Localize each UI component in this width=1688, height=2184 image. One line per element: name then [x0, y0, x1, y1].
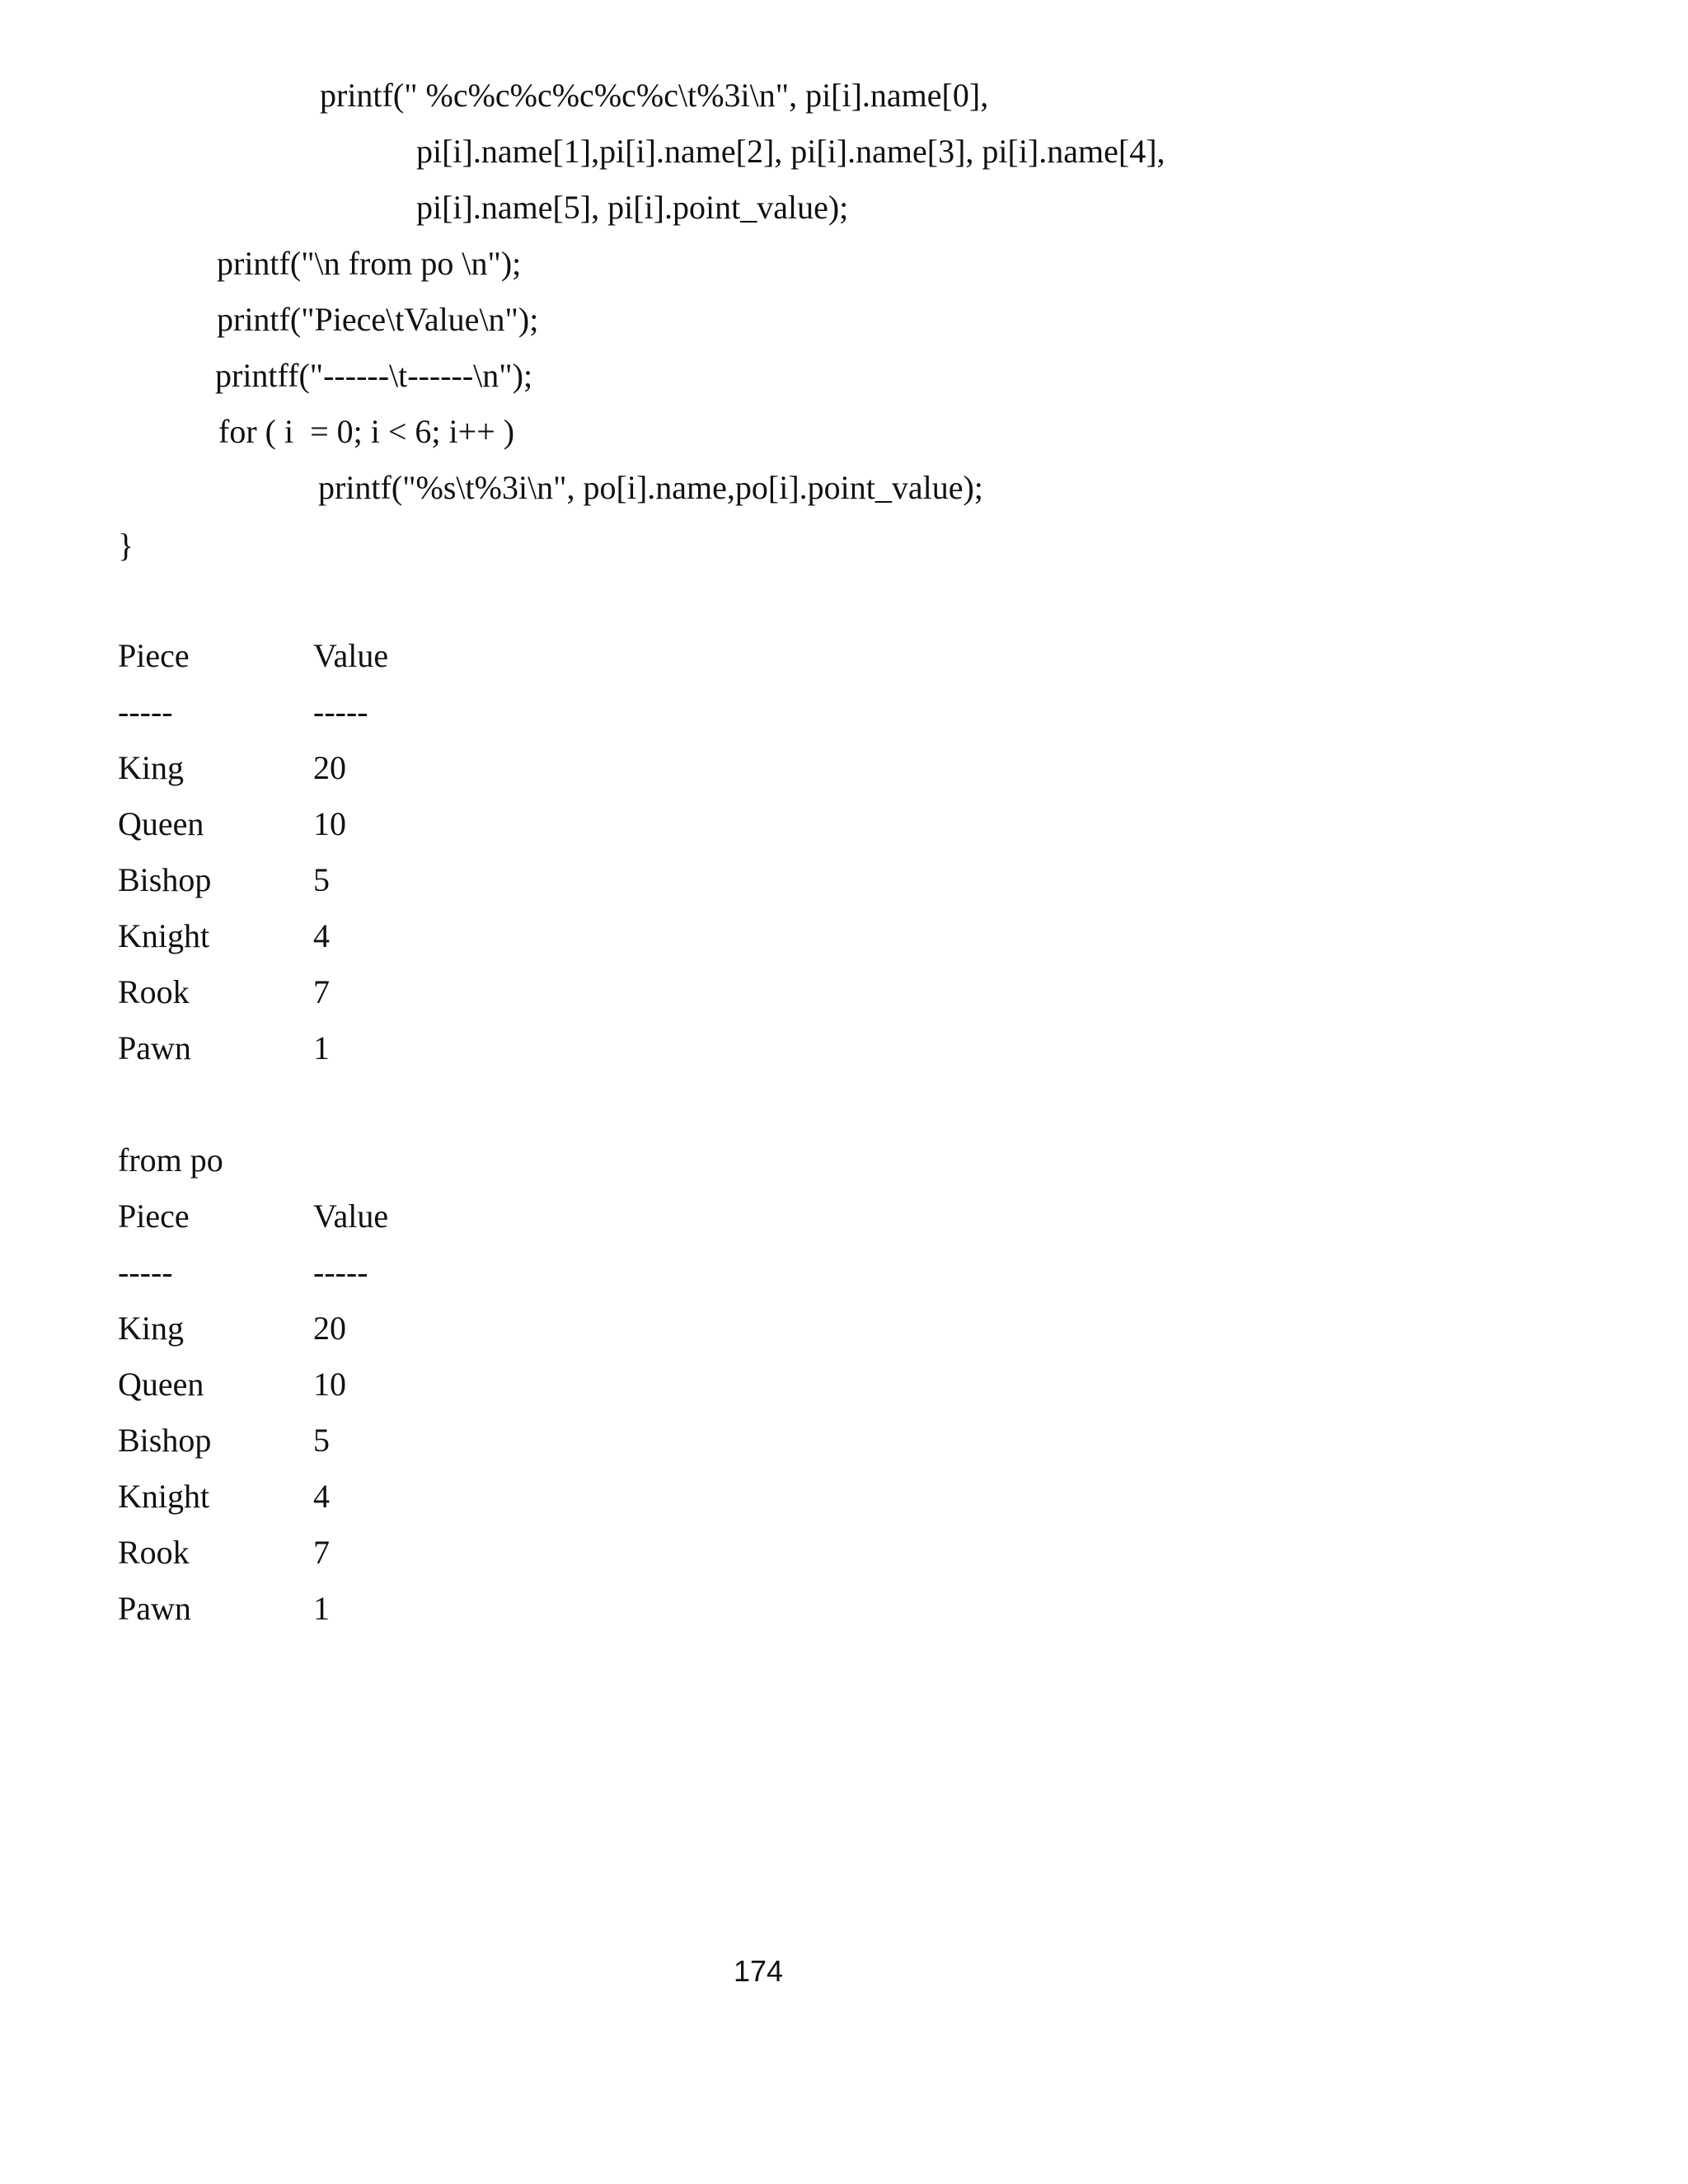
code-line-5: printf("Piece\tValue\n"); — [217, 301, 539, 338]
output2-value: 1 — [313, 1590, 330, 1627]
code-line-7: for ( i = 0; i < 6; i++ ) — [218, 413, 515, 450]
output2-piece: Rook — [118, 1534, 190, 1571]
output1-header-piece: Piece — [118, 637, 190, 674]
output1-piece: Knight — [118, 917, 210, 954]
output1-divider-piece: ----- — [118, 693, 173, 730]
output2-header-piece: Piece — [118, 1197, 190, 1235]
page-number: 174 — [733, 1954, 784, 1988]
code-line-4: printf("\n from po \n"); — [217, 245, 522, 282]
output2-piece: Knight — [118, 1478, 210, 1515]
output1-piece: Rook — [118, 973, 190, 1010]
output1-piece: Pawn — [118, 1029, 191, 1066]
output2-value: 4 — [313, 1478, 330, 1515]
output1-value: 5 — [313, 861, 330, 898]
output1-value: 1 — [313, 1029, 330, 1066]
output2-value: 5 — [313, 1422, 330, 1459]
output1-piece: King — [118, 749, 184, 786]
output2-divider-piece: ----- — [118, 1254, 173, 1291]
output2-value: 20 — [313, 1310, 346, 1347]
output2-piece: Queen — [118, 1366, 204, 1403]
output1-value: 20 — [313, 749, 346, 786]
output2-piece: King — [118, 1310, 184, 1347]
output2-caption: from po — [118, 1141, 223, 1179]
output1-value: 4 — [313, 917, 330, 954]
code-line-2: pi[i].name[1],pi[i].name[2], pi[i].name[3], pi[i].name[4], — [416, 133, 1165, 170]
code-line-1: printf(" %c%c%c%c%c%c\t%3i\n", pi[i].name[0], — [320, 77, 989, 114]
output2-piece: Pawn — [118, 1590, 191, 1627]
code-line-8: printf("%s\t%3i\n", po[i].name,po[i].point_value); — [318, 469, 983, 506]
output1-piece: Queen — [118, 805, 204, 842]
output2-divider-value: ----- — [313, 1254, 368, 1291]
output1-piece: Bishop — [118, 861, 212, 898]
output2-piece: Bishop — [118, 1422, 212, 1459]
output1-value: 10 — [313, 805, 346, 842]
output2-header-value: Value — [313, 1197, 389, 1235]
output1-divider-value: ----- — [313, 693, 368, 730]
output1-header-value: Value — [313, 637, 389, 674]
code-line-6: printff("------\t------\n"); — [215, 357, 533, 394]
output1-value: 7 — [313, 973, 330, 1010]
output2-value: 7 — [313, 1534, 330, 1571]
code-line-3: pi[i].name[5], pi[i].point_value); — [416, 189, 849, 226]
output2-value: 10 — [313, 1366, 346, 1403]
code-line-9: } — [118, 527, 134, 564]
